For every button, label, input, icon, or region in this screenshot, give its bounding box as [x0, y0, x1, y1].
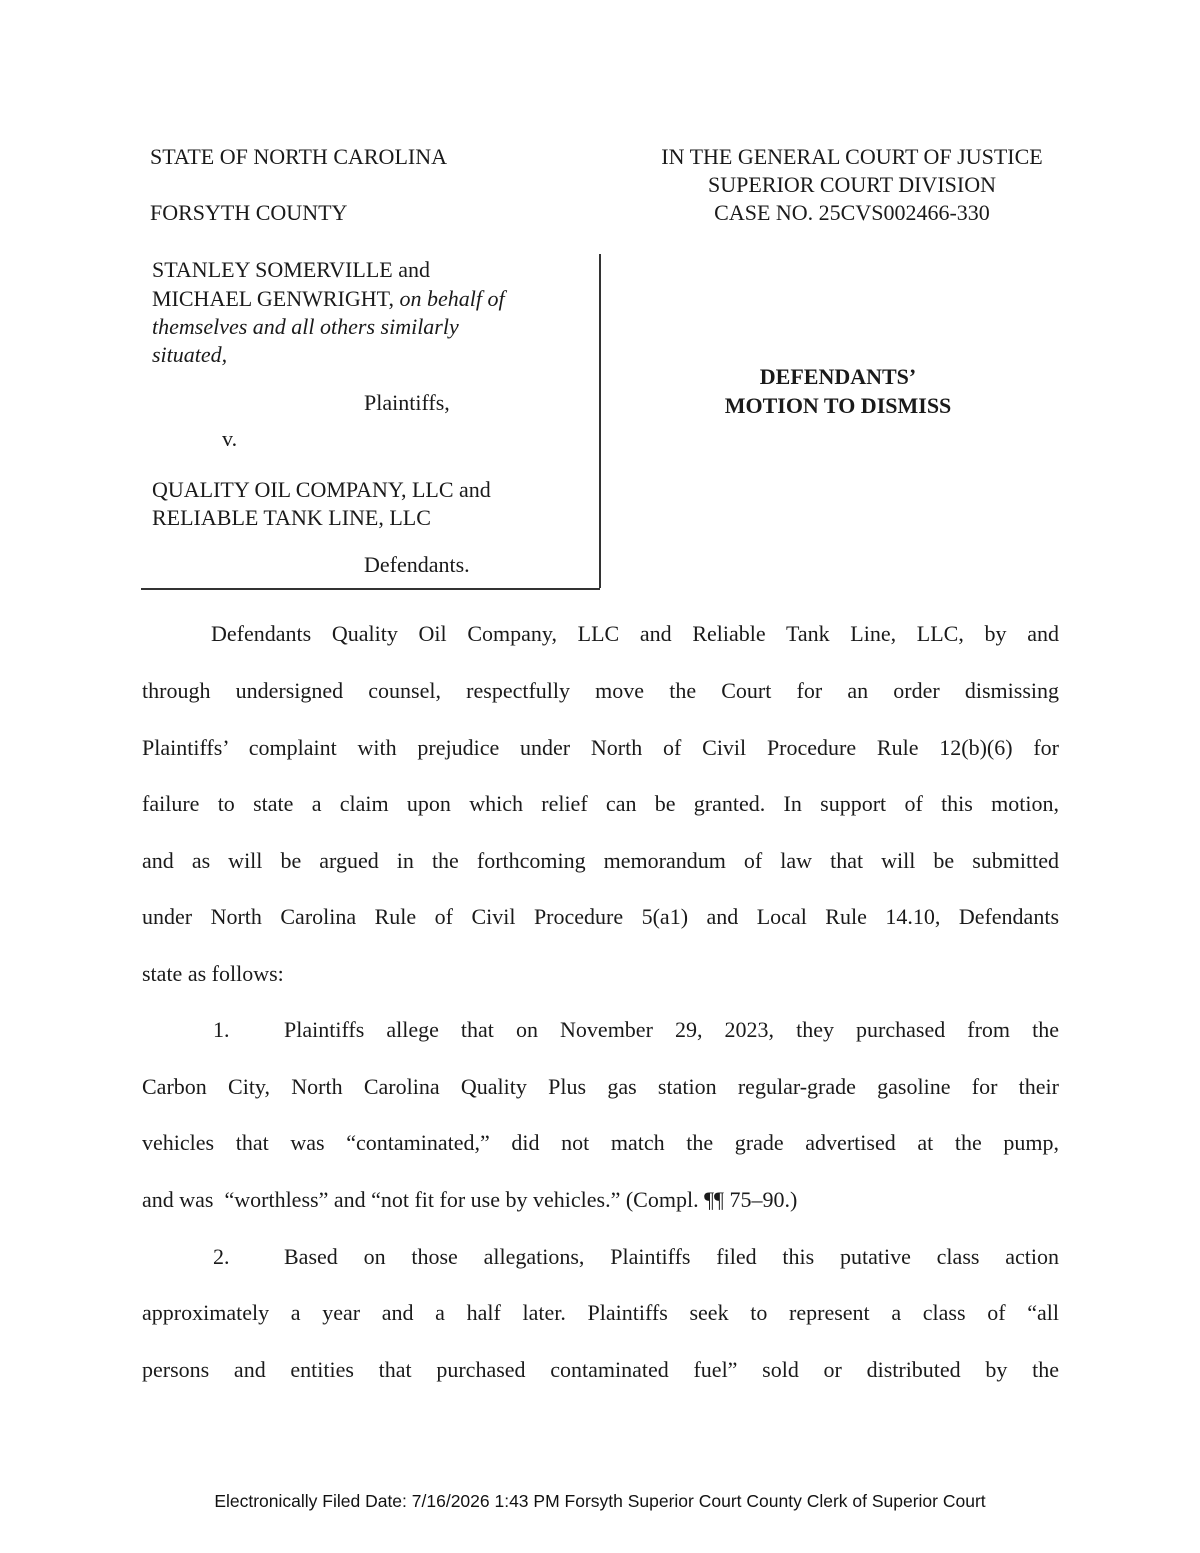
body-line: through undersigned counsel, respectfully move the Court for an order dismissing	[142, 678, 1059, 703]
body-line: state as follows:	[142, 961, 284, 986]
title-line-2: MOTION TO DISMISS	[724, 393, 952, 418]
body-line: Defendants Quality Oil Company, LLC and Reliable Tank Line, LLC, by and	[211, 621, 1059, 646]
case-number: CASE NO. 25CVS002466-330	[714, 200, 990, 225]
state-heading: STATE OF NORTH CAROLINA	[150, 144, 447, 169]
plaintiffs-names-2: MICHAEL GENWRIGHT,	[152, 286, 400, 311]
defendants-line-1: QUALITY OIL COMPANY, LLC and	[152, 477, 491, 502]
body-line: and was “worthless” and “not fit for use by vehicles.” (Compl. ¶¶ 75–90.)	[142, 1187, 798, 1212]
paragraph-number: 1.	[213, 1017, 230, 1042]
plaintiffs-line-1: STANLEY SOMERVILLE and	[152, 257, 430, 282]
county-heading: FORSYTH COUNTY	[150, 200, 348, 225]
plaintiffs-line-4: situated,	[152, 342, 228, 367]
body-line: persons and entities that purchased contaminated fuel” sold or distributed by the	[142, 1357, 1059, 1382]
body-line: Carbon City, North Carolina Quality Plus gas station regular-grade gasoline for their	[142, 1074, 1059, 1099]
document-title	[640, 362, 1036, 420]
body-line: failure to state a claim upon which relief can be granted. In support of this motion,	[142, 791, 1059, 816]
plaintiffs-line-3: themselves and all others similarly	[152, 314, 459, 339]
on-behalf-text: on behalf of	[399, 286, 505, 311]
defendants-line-2: RELIABLE TANK LINE, LLC	[152, 505, 431, 530]
paragraph-number: 2.	[213, 1244, 230, 1269]
plaintiffs-line-2	[152, 285, 505, 313]
body-line: approximately a year and a half later. Plaintiffs seek to represent a class of “all	[142, 1300, 1059, 1325]
filing-stamp: Electronically Filed Date: 7/16/2026 1:43 PM Forsyth Superior Court County Clerk of Superior Court	[214, 1491, 986, 1511]
court-heading	[600, 143, 1104, 227]
body-line: vehicles that was “contaminated,” did not match the grade advertised at the pump,	[142, 1130, 1059, 1155]
defendants-label: Defendants.	[364, 552, 470, 577]
body-line: Plaintiffs’ complaint with prejudice under North of Civil Procedure Rule 12(b)(6) for	[142, 735, 1059, 760]
court-line-2: SUPERIOR COURT DIVISION	[708, 172, 996, 197]
title-line-1: DEFENDANTS’	[759, 364, 917, 389]
caption-vertical-rule	[599, 254, 601, 588]
court-line-1: IN THE GENERAL COURT OF JUSTICE	[661, 144, 1043, 169]
plaintiffs-label: Plaintiffs,	[364, 390, 450, 415]
body-line: Based on those allegations, Plaintiffs filed this putative class action	[284, 1244, 1059, 1269]
body-line: and as will be argued in the forthcoming memorandum of law that will be submitted	[142, 848, 1059, 873]
versus-label: v.	[222, 426, 238, 451]
caption-horizontal-rule	[141, 588, 600, 590]
body-line: Plaintiffs allege that on November 29, 2023, they purchased from the	[284, 1017, 1059, 1042]
body-line: under North Carolina Rule of Civil Procedure 5(a1) and Local Rule 14.10, Defendants	[142, 904, 1059, 929]
